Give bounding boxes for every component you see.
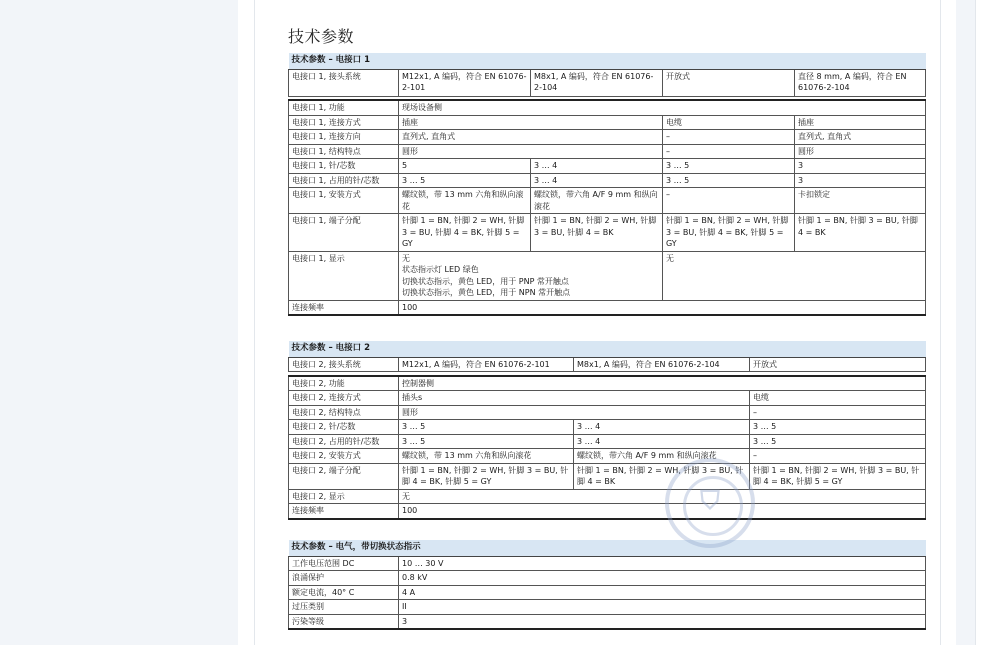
table-row bbox=[289, 115, 926, 130]
cell: 电缆 bbox=[663, 115, 795, 130]
cell: – bbox=[663, 188, 795, 214]
row-label: 浪涌保护 bbox=[289, 571, 399, 586]
row-label: 连接频率 bbox=[289, 300, 399, 315]
table-row bbox=[289, 504, 926, 519]
cell: 现场设备侧 bbox=[399, 100, 926, 115]
left-sidebar-background bbox=[0, 0, 238, 645]
cell: 3 … 4 bbox=[531, 173, 663, 188]
row-label: 电接口 1, 连接方向 bbox=[289, 130, 399, 145]
cell: 3 … 5 bbox=[750, 434, 926, 449]
cell: 针脚 1 = BN, 针脚 2 = WH, 针脚 3 = BU, 针脚 4 = BK, 针脚 5 = GY bbox=[399, 463, 574, 489]
row-label: 电接口 1, 接头系统 bbox=[289, 69, 399, 96]
cell: II bbox=[399, 600, 926, 615]
cell bbox=[399, 251, 663, 300]
cell: 3 … 4 bbox=[574, 420, 750, 435]
cell: 螺纹锁，带六角 A/F 9 mm 和纵向滚花 bbox=[574, 449, 750, 464]
cell: 4 A bbox=[399, 585, 926, 600]
spec-table-electrical-interface-1 bbox=[288, 53, 926, 316]
cell: 针脚 1 = BN, 针脚 2 = WH, 针脚 3 = BU, 针脚 4 = BK bbox=[574, 463, 750, 489]
row-label: 连接频率 bbox=[289, 504, 399, 519]
display-line: 切换状态指示，黄色 LED，用于 NPN 常开触点 bbox=[402, 288, 571, 297]
display-line: 状态指示灯 LED 绿色 bbox=[402, 265, 479, 274]
display-line: 无 bbox=[402, 253, 410, 263]
cell: 针脚 1 = BN, 针脚 2 = WH, 针脚 3 = BU, 针脚 4 = BK, 针脚 5 = GY bbox=[750, 463, 926, 489]
table-row bbox=[289, 600, 926, 615]
cell: 3 … 5 bbox=[663, 159, 795, 174]
cell: 5 bbox=[399, 159, 531, 174]
table-title: 技术参数 – 电气，带切换状态指示 bbox=[289, 540, 926, 556]
cell: 无 bbox=[399, 489, 926, 504]
row-label: 电接口 1, 占用的针/芯数 bbox=[289, 173, 399, 188]
cell: 3 bbox=[399, 614, 926, 629]
row-label: 电接口 2, 安装方式 bbox=[289, 449, 399, 464]
cell: 3 bbox=[795, 159, 926, 174]
cell: M12x1, A 编码，符合 EN 61076-2-101 bbox=[399, 357, 574, 372]
row-label: 电接口 2, 针/芯数 bbox=[289, 420, 399, 435]
row-label: 电接口 2, 功能 bbox=[289, 376, 399, 391]
table-row bbox=[289, 376, 926, 391]
row-label: 污染等级 bbox=[289, 614, 399, 629]
table-row bbox=[289, 188, 926, 214]
cell: 控制器侧 bbox=[399, 376, 926, 391]
cell: 直列式, 直角式 bbox=[399, 130, 663, 145]
cell: 卡扣锁定 bbox=[795, 188, 926, 214]
document-viewer bbox=[238, 0, 956, 645]
table-row bbox=[289, 214, 926, 252]
cell: 直径 8 mm, A 编码，符合 EN 61076-2-104 bbox=[795, 69, 926, 96]
cell: M8x1, A 编码，符合 EN 61076-2-104 bbox=[531, 69, 663, 96]
table-row bbox=[289, 489, 926, 504]
spec-table-electrical-switching bbox=[288, 540, 926, 630]
table-row bbox=[289, 144, 926, 159]
cell: 3 … 5 bbox=[750, 420, 926, 435]
table-row bbox=[289, 100, 926, 115]
table-row bbox=[289, 251, 926, 300]
row-label: 电接口 1, 端子分配 bbox=[289, 214, 399, 252]
table-row bbox=[289, 556, 926, 571]
cell: 3 … 4 bbox=[531, 159, 663, 174]
cell: 螺纹锁，带 13 mm 六角和纵向滚花 bbox=[399, 449, 574, 464]
cell: 100 bbox=[399, 504, 926, 519]
row-label: 电接口 1, 结构特点 bbox=[289, 144, 399, 159]
row-label: 电接口 2, 显示 bbox=[289, 489, 399, 504]
cell: 插头s bbox=[399, 391, 750, 406]
cell: 圆形 bbox=[399, 405, 750, 420]
table-row bbox=[289, 173, 926, 188]
cell: 100 bbox=[399, 300, 926, 315]
cell: 无 bbox=[663, 251, 926, 300]
row-label: 电接口 1, 显示 bbox=[289, 251, 399, 300]
cell: 插座 bbox=[795, 115, 926, 130]
page-title: 技术参数 bbox=[288, 27, 355, 46]
cell: 螺纹锁，带六角 A/F 9 mm 和纵向滚花 bbox=[531, 188, 663, 214]
cell: 针脚 1 = BN, 针脚 3 = BU, 针脚 4 = BK bbox=[795, 214, 926, 252]
table-row bbox=[289, 391, 926, 406]
cell: 针脚 1 = BN, 针脚 2 = WH, 针脚 3 = BU, 针脚 4 = BK, 针脚 5 = GY bbox=[663, 214, 795, 252]
cell: 3 … 4 bbox=[574, 434, 750, 449]
table-row bbox=[289, 420, 926, 435]
table-row bbox=[289, 571, 926, 586]
cell: M8x1, A 编码，符合 EN 61076-2-104 bbox=[574, 357, 750, 372]
cell: M12x1, A 编码，符合 EN 61076-2-101 bbox=[399, 69, 531, 96]
cell: – bbox=[663, 130, 795, 145]
table-row bbox=[289, 159, 926, 174]
cell: 圆形 bbox=[795, 144, 926, 159]
cell: 针脚 1 = BN, 针脚 2 = WH, 针脚 3 = BU, 针脚 4 = BK, 针脚 5 = GY bbox=[399, 214, 531, 252]
spec-table-electrical-interface-2 bbox=[288, 341, 926, 520]
cell: – bbox=[663, 144, 795, 159]
cell: 10 … 30 V bbox=[399, 556, 926, 571]
row-label: 电接口 1, 安装方式 bbox=[289, 188, 399, 214]
row-label: 电接口 1, 连接方式 bbox=[289, 115, 399, 130]
row-label: 电接口 1, 针/芯数 bbox=[289, 159, 399, 174]
table-row bbox=[289, 300, 926, 315]
row-label: 过压类别 bbox=[289, 600, 399, 615]
table-title: 技术参数 – 电接口 2 bbox=[289, 341, 926, 357]
table-title: 技术参数 – 电接口 1 bbox=[289, 53, 926, 69]
cell: 直列式, 直角式 bbox=[795, 130, 926, 145]
cell: 3 … 5 bbox=[399, 434, 574, 449]
cell: 插座 bbox=[399, 115, 663, 130]
row-label: 电接口 2, 连接方式 bbox=[289, 391, 399, 406]
cell: 0.8 kV bbox=[399, 571, 926, 586]
row-label: 电接口 1, 功能 bbox=[289, 100, 399, 115]
cell: 3 … 5 bbox=[399, 173, 531, 188]
cell: – bbox=[750, 405, 926, 420]
table-row bbox=[289, 357, 926, 372]
cell: 圆形 bbox=[399, 144, 663, 159]
row-label: 工作电压范围 DC bbox=[289, 556, 399, 571]
table-row bbox=[289, 463, 926, 489]
cell: 开放式 bbox=[663, 69, 795, 96]
cell: 开放式 bbox=[750, 357, 926, 372]
display-line: 切换状态指示，黄色 LED，用于 PNP 常开触点 bbox=[402, 276, 569, 286]
row-label: 额定电流，40° C bbox=[289, 585, 399, 600]
cell: 3 … 5 bbox=[399, 420, 574, 435]
cell: 电缆 bbox=[750, 391, 926, 406]
cell: – bbox=[750, 449, 926, 464]
table-row bbox=[289, 130, 926, 145]
cell: 3 bbox=[795, 173, 926, 188]
cell: 针脚 1 = BN, 针脚 2 = WH, 针脚 3 = BU, 针脚 4 = BK bbox=[531, 214, 663, 252]
table-row bbox=[289, 69, 926, 96]
table-row bbox=[289, 434, 926, 449]
watermark-seal-icon: ⛉ bbox=[665, 458, 755, 548]
table-row bbox=[289, 449, 926, 464]
table-row bbox=[289, 405, 926, 420]
table-row bbox=[289, 585, 926, 600]
row-label: 电接口 2, 结构特点 bbox=[289, 405, 399, 420]
cell: 3 … 5 bbox=[663, 173, 795, 188]
table-row bbox=[289, 614, 926, 629]
cell: 螺纹锁，带 13 mm 六角和纵向滚花 bbox=[399, 188, 531, 214]
row-label: 电接口 2, 占用的针/芯数 bbox=[289, 434, 399, 449]
right-scroll-strip bbox=[975, 0, 1002, 645]
document-page bbox=[254, 0, 941, 645]
row-label: 电接口 2, 端子分配 bbox=[289, 463, 399, 489]
row-label: 电接口 2, 接头系统 bbox=[289, 357, 399, 372]
